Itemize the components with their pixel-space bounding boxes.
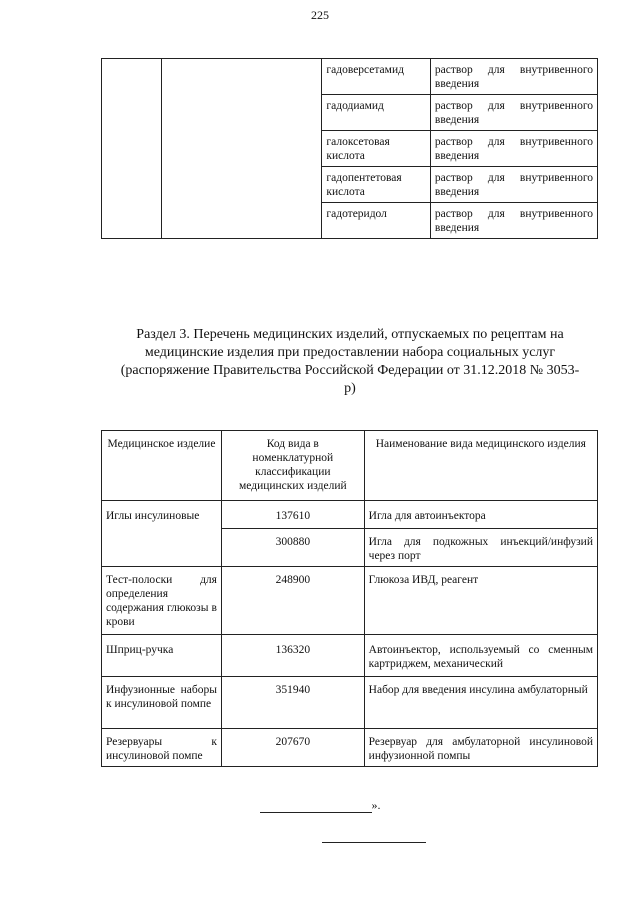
table-row	[102, 729, 598, 767]
drug-name: галоксетовая кислота	[322, 131, 431, 167]
device-code: 207670	[221, 729, 364, 767]
device-kind: Глюкоза ИВД, реагент	[364, 567, 597, 635]
device-kind: Игла для автоинъектора	[364, 501, 597, 529]
table-row	[102, 567, 598, 635]
drugs-table	[101, 58, 598, 239]
device-kind: Набор для введения инсулина амбулаторный	[364, 677, 597, 729]
table-row	[102, 501, 598, 529]
device-kind: Резервуар для амбулаторной инсулиновой инфузионной помпы	[364, 729, 597, 767]
header-device: Медицинское изделие	[102, 431, 222, 501]
header-code: Код вида в номенклатурной классификации медицинских изделий	[221, 431, 364, 501]
device-kind: Игла для подкожных инъекций/инфузий через порт	[364, 529, 597, 567]
device-code: 136320	[221, 635, 364, 677]
closing-line	[0, 798, 640, 813]
device-name: Шприц-ручка	[102, 635, 222, 677]
device-code: 351940	[221, 677, 364, 729]
drug-form: раствор для внутривенного введения	[430, 167, 597, 203]
empty-cell	[102, 59, 162, 239]
drug-name: гадодиамид	[322, 95, 431, 131]
table-row	[102, 59, 598, 95]
drug-form: раствор для внутривенного введения	[430, 131, 597, 167]
table-header-row	[102, 431, 598, 501]
device-code: 137610	[221, 501, 364, 529]
drug-name: гадотеридол	[322, 203, 431, 239]
bottom-rule	[322, 842, 426, 843]
device-name: Инфузионные наборы к инсулиновой помпе	[102, 677, 222, 729]
drug-form: раствор для внутривенного введения	[430, 95, 597, 131]
signature-underline	[260, 800, 372, 813]
header-kind: Наименование вида медицинского изделия	[364, 431, 597, 501]
closing-mark: ».	[371, 798, 381, 812]
device-name: Иглы инсулиновые	[102, 501, 222, 567]
drug-form: раствор для внутривенного введения	[430, 203, 597, 239]
section-title: Раздел 3. Перечень медицинских изделий, отпускаемых по рецептам на медицинские изделия при предоставлении набора социальных услуг (распоряжение Правительства Российской Федерации от 31.12.2018 № 3053-р)	[120, 327, 580, 396]
drug-name: гадопентетовая кислота	[322, 167, 431, 203]
drug-form: раствор для внутривенного введения	[430, 59, 597, 95]
device-name: Резервуары к инсулиновой помпе	[102, 729, 222, 767]
table-row	[102, 635, 598, 677]
table-row	[102, 677, 598, 729]
device-code: 248900	[221, 567, 364, 635]
drug-name: гадоверсетамид	[322, 59, 431, 95]
device-kind: Автоинъектор, используемый со сменным картриджем, механический	[364, 635, 597, 677]
device-name: Тест-полоски для определения содержания глюкозы в крови	[102, 567, 222, 635]
device-code: 300880	[221, 529, 364, 567]
page-number: 225	[311, 8, 329, 22]
devices-table	[101, 430, 598, 767]
empty-cell	[161, 59, 322, 239]
